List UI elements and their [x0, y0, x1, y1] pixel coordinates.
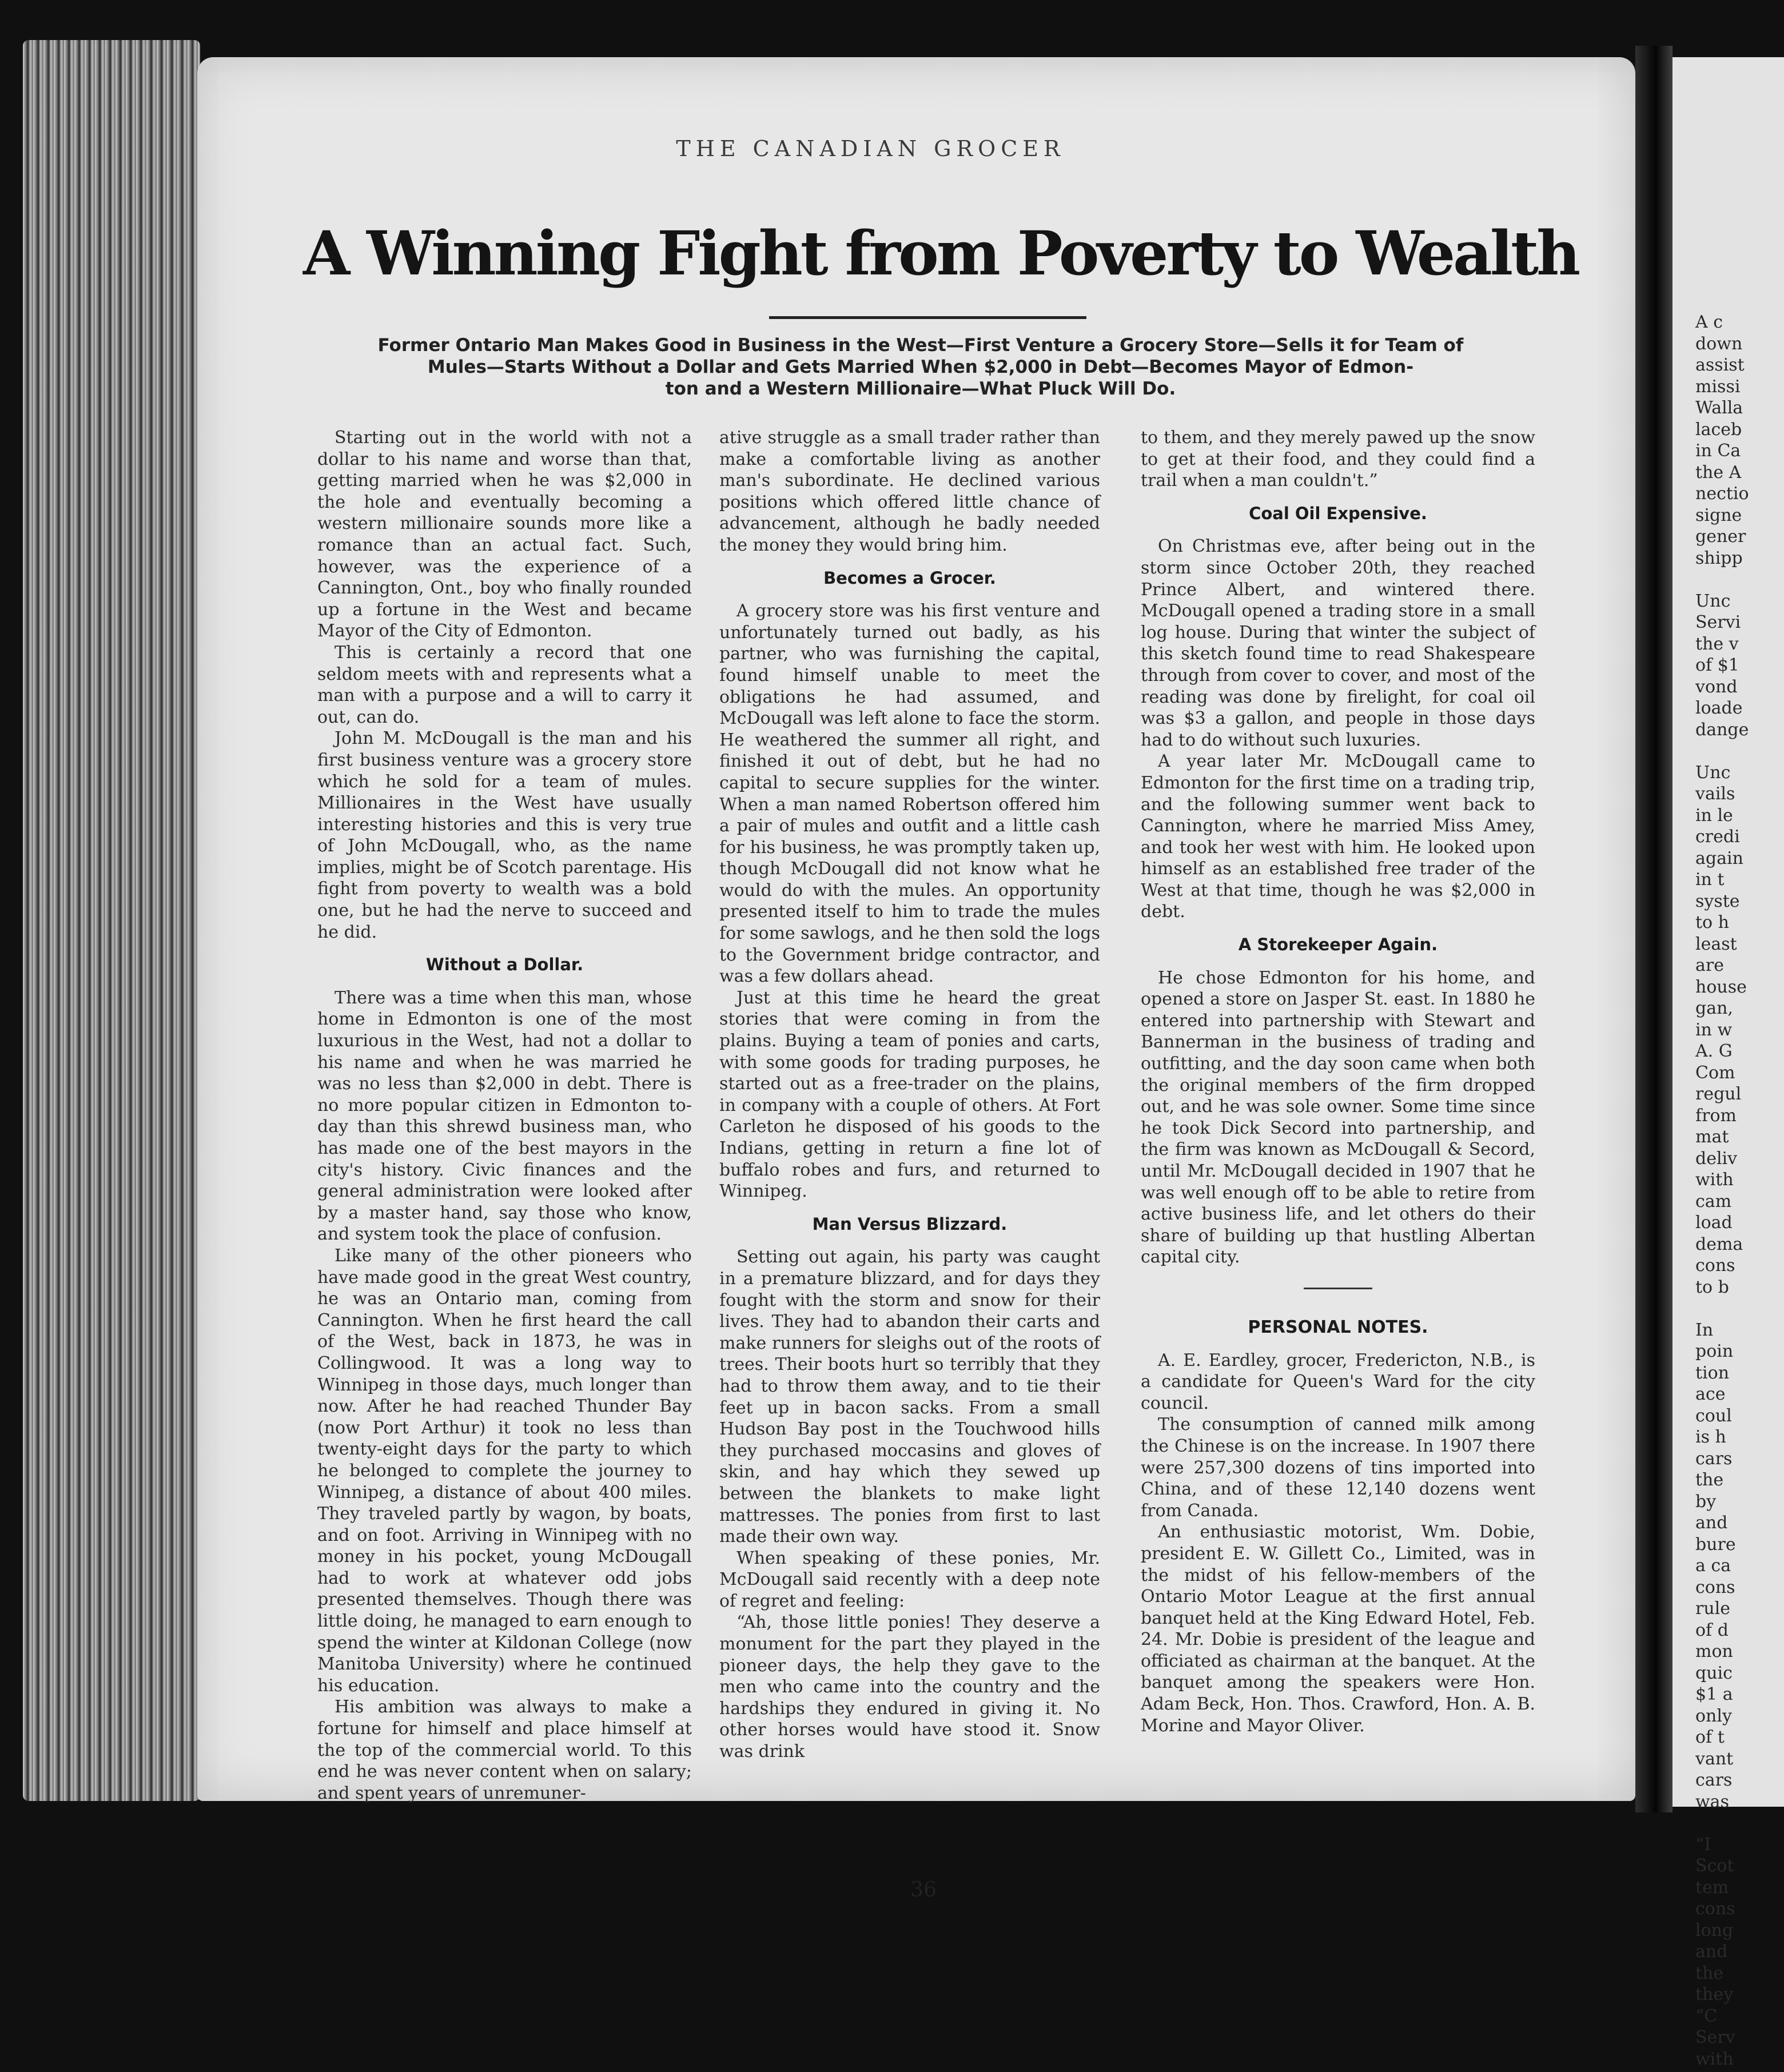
adjacent-page-line: quic	[1695, 1663, 1733, 1683]
adjacent-page-line: Servi	[1695, 612, 1741, 632]
paragraph: A grocery store was his first venture and unfortunately turned out badly, as his partner, who was furnishing the capital, found himself unable to meet the obligations he had assumed, and McDougall was left alone to face the storm. He weathered the summer all right, and finished it out of debt, but he had no capital to secure supplies for the winter. When a man named Robertson offered him a pair of mules and outfit and a little cash for his business, he was promptly taken up, though McDougall did not know what he would do with the mules. An opportunity presented itself to him to trade the mules for some sawlogs, and he then sold the logs to the Government bridge contractor, and was a few dollars ahead.	[719, 601, 1100, 987]
adjacent-page-line: are	[1695, 955, 1724, 975]
adjacent-page-line: down	[1695, 333, 1743, 354]
paragraph: Just at this time he heard the great stories that were coming in from the plains. Buying a team of ponies and carts, with some goods for trading purposes, he started out as a free-trader on the plains, in company with a couple of others. At Fort Carleton he disposed of his goods to the Indians, getting in return a fine lot of buffalo robes and furs, and returned to Winnipeg.	[719, 987, 1100, 1202]
adjacent-page-line: and	[1695, 1942, 1728, 1962]
adjacent-page-line: A. G	[1695, 1041, 1733, 1061]
adjacent-page-line: cons	[1695, 1899, 1735, 1919]
adjacent-page-line: syste	[1695, 891, 1740, 911]
adjacent-page-line: in t	[1695, 870, 1725, 890]
deck-line: ton and a Western Millionaire—What Pluck Will Do.	[665, 378, 1176, 399]
adjacent-page-line: missi	[1695, 376, 1741, 397]
adjacent-page-text	[1672, 57, 1784, 2070]
adjacent-page-line: to b	[1695, 1277, 1729, 1297]
adjacent-page-line: “I	[1695, 1834, 1711, 1855]
adjacent-page-line: signe	[1695, 505, 1742, 525]
paragraph: The consumption of canned milk among the Chinese is on the increase. In 1907 there were 257,300 dozens of tins imported into China, and of these 12,140 dozens went from Canada.	[1141, 1414, 1535, 1521]
adjacent-page-line: cars	[1695, 1448, 1733, 1469]
adjacent-page-line: by	[1695, 1491, 1717, 1512]
paragraph: ative struggle as a small trader rather than make a comfortable living as another man's subordinate. He declined various positions which offered little chance of advancement, although he badly needed the money they would bring him.	[719, 428, 1100, 555]
adjacent-page-line: the	[1695, 1963, 1724, 1983]
article-column-3	[1141, 427, 1535, 1736]
adjacent-page-line: they	[1695, 1985, 1734, 2005]
book-binding-gutter	[1635, 46, 1672, 1812]
running-head: THE CANADIAN GROCER	[676, 136, 1065, 161]
adjacent-page-line	[1672, 569, 1784, 591]
paragraph: On Christmas eve, after being out in the storm since October 20th, they reached Prince Albert, and wintered there. McDougall opened a trading store in a small log house. During that winter the subject of this sketch found time to read Shakespeare through from cover to cover, and most of the reading was done by firelight, for coal oil was $3 a gallon, and people in those days had to do without such luxuries.	[1141, 536, 1535, 750]
personal-notes-heading: PERSONAL NOTES.	[1248, 1317, 1428, 1337]
adjacent-page-line: in w	[1695, 1019, 1733, 1040]
adjacent-page-line: and	[1695, 1513, 1728, 1533]
adjacent-page-line: credi	[1695, 827, 1740, 847]
adjacent-page-line: loade	[1695, 698, 1743, 718]
paragraph: A year later Mr. McDougall came to Edmonton for the first time on a trading trip, and the following summer went back to Cannington, where he married Miss Amey, and took her west with him. He looked upon himself as an established free trader of the West at that time, though he was $2,000 in debt.	[1141, 751, 1535, 922]
adjacent-page-line: in Ca	[1695, 441, 1741, 461]
subheading: Coal Oil Expensive.	[1249, 503, 1427, 523]
adjacent-page-line: Serv	[1695, 2027, 1735, 2047]
adjacent-page-line: is h	[1695, 1427, 1726, 1447]
adjacent-page-line: regul	[1695, 1084, 1742, 1104]
subheading: A Storekeeper Again.	[1238, 935, 1438, 955]
adjacent-page-line: mat	[1695, 1127, 1729, 1147]
paragraph: “Ah, those little ponies! They deserve a monument for the part they played in the pioneer days, the help they gave to the men who came into the country and the hardships they endured in giving it. No other horses would have stood it. Snow was drink	[719, 1612, 1100, 1762]
adjacent-page-line: with	[1695, 1170, 1734, 1190]
adjacent-page-line: Walla	[1695, 398, 1743, 418]
adjacent-page-line: poin	[1695, 1341, 1734, 1361]
paragraph: to them, and they merely pawed up the snow to get at their food, and they could find a trail when a man couldn't.”	[1141, 428, 1535, 491]
title-rule	[769, 316, 1086, 319]
adjacent-page-line: laceb	[1695, 419, 1742, 440]
subheading: Man Versus Blizzard.	[812, 1214, 1008, 1234]
adjacent-page-line: least	[1695, 934, 1737, 954]
paragraph: There was a time when this man, whose home in Edmonton is one of the most luxurious in the West, had not a dollar to his name and when he was married he was no less than $2,000 in debt. There is no more popular citizen in Edmonton to-day than this shrewd business man, who has made one of the best mayors in the city's history. Civic finances and the general administration were looked after by a master hand, say those who know, and system took the place of confusion.	[317, 987, 692, 1245]
adjacent-page-line: assist	[1695, 355, 1745, 375]
adjacent-page-line: long	[1695, 1920, 1734, 1940]
adjacent-page-line: with	[1695, 2049, 1734, 2069]
adjacent-page-line	[1672, 1812, 1784, 1834]
adjacent-page-line: of $1	[1695, 655, 1739, 675]
adjacent-page-line	[1672, 740, 1784, 762]
paragraph: This is certainly a record that one seldom meets with and represents what a man with a purpose and a will to carry it out, can do.	[317, 642, 692, 727]
adjacent-page-line: vond	[1695, 676, 1738, 697]
adjacent-page-fragment	[1672, 57, 1784, 2069]
article-title: A Winning Fight from Poverty to Wealth	[303, 217, 1579, 289]
adjacent-page-line: rule	[1695, 1599, 1731, 1619]
paragraph: When speaking of these ponies, Mr. McDougall said recently with a deep note of regret and feeling:	[719, 1548, 1100, 1611]
paragraph: A. E. Eardley, grocer, Fredericton, N.B., is a candidate for Queen's Ward for the city council.	[1141, 1350, 1535, 1413]
section-divider	[1304, 1288, 1372, 1289]
article-column-1	[317, 427, 692, 1804]
adjacent-page-line: shipp	[1695, 548, 1743, 568]
adjacent-page-line: of t	[1695, 1727, 1725, 1747]
adjacent-page-line: mon	[1695, 1641, 1733, 1661]
adjacent-page-line: again	[1695, 848, 1743, 868]
adjacent-page-line: dema	[1695, 1234, 1743, 1254]
adjacent-page-line: cars	[1695, 1770, 1733, 1790]
adjacent-page-line: nectio	[1695, 484, 1749, 504]
adjacent-page-line: ace	[1695, 1384, 1726, 1404]
adjacent-page-line: tion	[1695, 1362, 1730, 1383]
adjacent-page-line: tem	[1695, 1877, 1729, 1898]
adjacent-page-line: Scot	[1695, 1856, 1734, 1876]
adjacent-page-line: house	[1695, 977, 1747, 997]
adjacent-page-line: cons	[1695, 1577, 1735, 1597]
adjacent-page-line: only	[1695, 1706, 1732, 1726]
adjacent-page-line: cons	[1695, 1256, 1735, 1276]
adjacent-page-line: load	[1695, 1213, 1733, 1233]
paragraph: John M. McDougall is the man and his first business venture was a grocery store which he sold for a team of mules. Millionaires in the West have usually interesting histories and this is very true of John McDougall, who, as the name implies, might be of Scotch parentage. His fight from poverty to wealth was a bold one, but he had the nerve to succeed and he did.	[317, 728, 692, 942]
book-page-edges	[23, 40, 200, 1801]
adjacent-page-line: to h	[1695, 913, 1729, 933]
adjacent-page-line: vant	[1695, 1748, 1734, 1769]
adjacent-page-line: In	[1695, 1320, 1714, 1340]
page-number: 36	[910, 1878, 937, 1902]
adjacent-page-line: Unc	[1695, 762, 1731, 783]
article-column-2	[719, 427, 1100, 1763]
deck-line: Mules—Starts Without a Dollar and Gets Married When $2,000 in Debt—Becomes Mayor of Edmon-	[427, 357, 1414, 377]
adjacent-page-line: Unc	[1695, 591, 1731, 611]
adjacent-page-line: gener	[1695, 527, 1746, 547]
adjacent-page-line: of d	[1695, 1620, 1729, 1640]
adjacent-page-line: “C	[1695, 2006, 1718, 2026]
adjacent-page-line: from	[1695, 1105, 1737, 1126]
adjacent-page-line	[1672, 1298, 1784, 1320]
adjacent-page-line: Com	[1695, 1062, 1735, 1083]
adjacent-page-line: coul	[1695, 1405, 1732, 1426]
article-deck	[323, 334, 1518, 400]
subheading: Without a Dollar.	[425, 955, 584, 975]
paragraph: Starting out in the world with not a dollar to his name and worse than that, getting married when he was $2,000 in the hole and eventually becoming a western millionaire sounds more like a romance than an actual fact. Such, however, was the experience of a Cannington, Ont., boy who finally rounded up a fortune in the West and became Mayor of the City of Edmonton.	[317, 428, 692, 641]
paragraph: Like many of the other pioneers who have made good in the great West country, he was an Ontario man, coming from Cannington. When he first heard the call of the West, back in 1873, he was in Collingwood. It was a long way to Winnipeg in those days, much longer than now. After he had reached Thunder Bay (now Port Arthur) it took no less than twenty-eight days for the party to which he belonged to complete the journey to Winnipeg, a distance of about 400 miles. They traveled partly by wagon, by boats, and on foot. Arriving in Winnipeg with no money in his pocket, young McDougall had to work at whatever odd jobs presented themselves. Though there was little doing, he managed to earn enough to spend the winter at Kildonan College (now Manitoba University) where he continued his education.	[317, 1245, 692, 1696]
adjacent-page-line: the A	[1695, 462, 1742, 483]
subheading: Becomes a Grocer.	[823, 568, 996, 588]
adjacent-page-line: $1 a	[1695, 1684, 1733, 1704]
paragraph: His ambition was always to make a fortune for himself and place himself at the top of the commercial world. To this end he was never content when on salary; and spent years of unremuner-	[317, 1697, 692, 1803]
adjacent-page-line: dange	[1695, 719, 1749, 740]
adjacent-page-line: in le	[1695, 805, 1733, 826]
adjacent-page-line: bure	[1695, 1534, 1736, 1555]
adjacent-page-line: vails	[1695, 784, 1735, 804]
paragraph: An enthusiastic motorist, Wm. Dobie, president E. W. Gillett Co., Limited, was in the midst of his fellow-members of the Ontario Motor League at the first annual banquet held at the King Edward Hotel, Feb. 24. Mr. Dobie is president of the league and officiated as chairman at the banquet. At the banquet among the speakers were Hon. Adam Beck, Hon. Thos. Crawford, Hon. A. B. Morine and Mayor Oliver.	[1141, 1522, 1535, 1736]
paragraph: Setting out again, his party was caught in a premature blizzard, and for days they fought with the storm and snow for their lives. They had to abandon their carts and make runners for sleighs out of the roots of trees. Their boots hurt so terribly that they had to throw them away, and to tie their feet up in bacon sacks. From a small Hudson Bay post in the Touchwood hills they purchased moccasins and gloves of skin, and hay which they sewed up between the blankets to make light mattresses. The ponies from first to last made their own way.	[719, 1247, 1100, 1547]
adjacent-page-line: was	[1695, 1791, 1729, 1812]
adjacent-page-line: A c	[1695, 312, 1723, 332]
deck-line: Former Ontario Man Makes Good in Business in the West—First Venture a Grocery Store—Sells it for Team of	[377, 335, 1464, 356]
adjacent-page-line: the	[1695, 1470, 1724, 1490]
adjacent-page-line: cam	[1695, 1191, 1732, 1212]
paragraph: He chose Edmonton for his home, and opened a store on Jasper St. east. In 1880 he entered into partnership with Stewart and Bannerman in the business of trading and outfitting, and the day soon came when both the original members of the firm dropped out, and he was sole owner. Some time since he took Dick Secord into partnership, and the firm was known as McDougall & Secord, until Mr. McDougall decided in 1907 that he was well enough off to be able to retire from active business life, and let others do their share of building up that hustling Albertan capital city.	[1141, 967, 1535, 1268]
adjacent-page-line: gan,	[1695, 998, 1733, 1018]
adjacent-page-line: deliv	[1695, 1148, 1738, 1169]
adjacent-page-line: the v	[1695, 633, 1739, 654]
adjacent-page-line: a ca	[1695, 1556, 1731, 1576]
